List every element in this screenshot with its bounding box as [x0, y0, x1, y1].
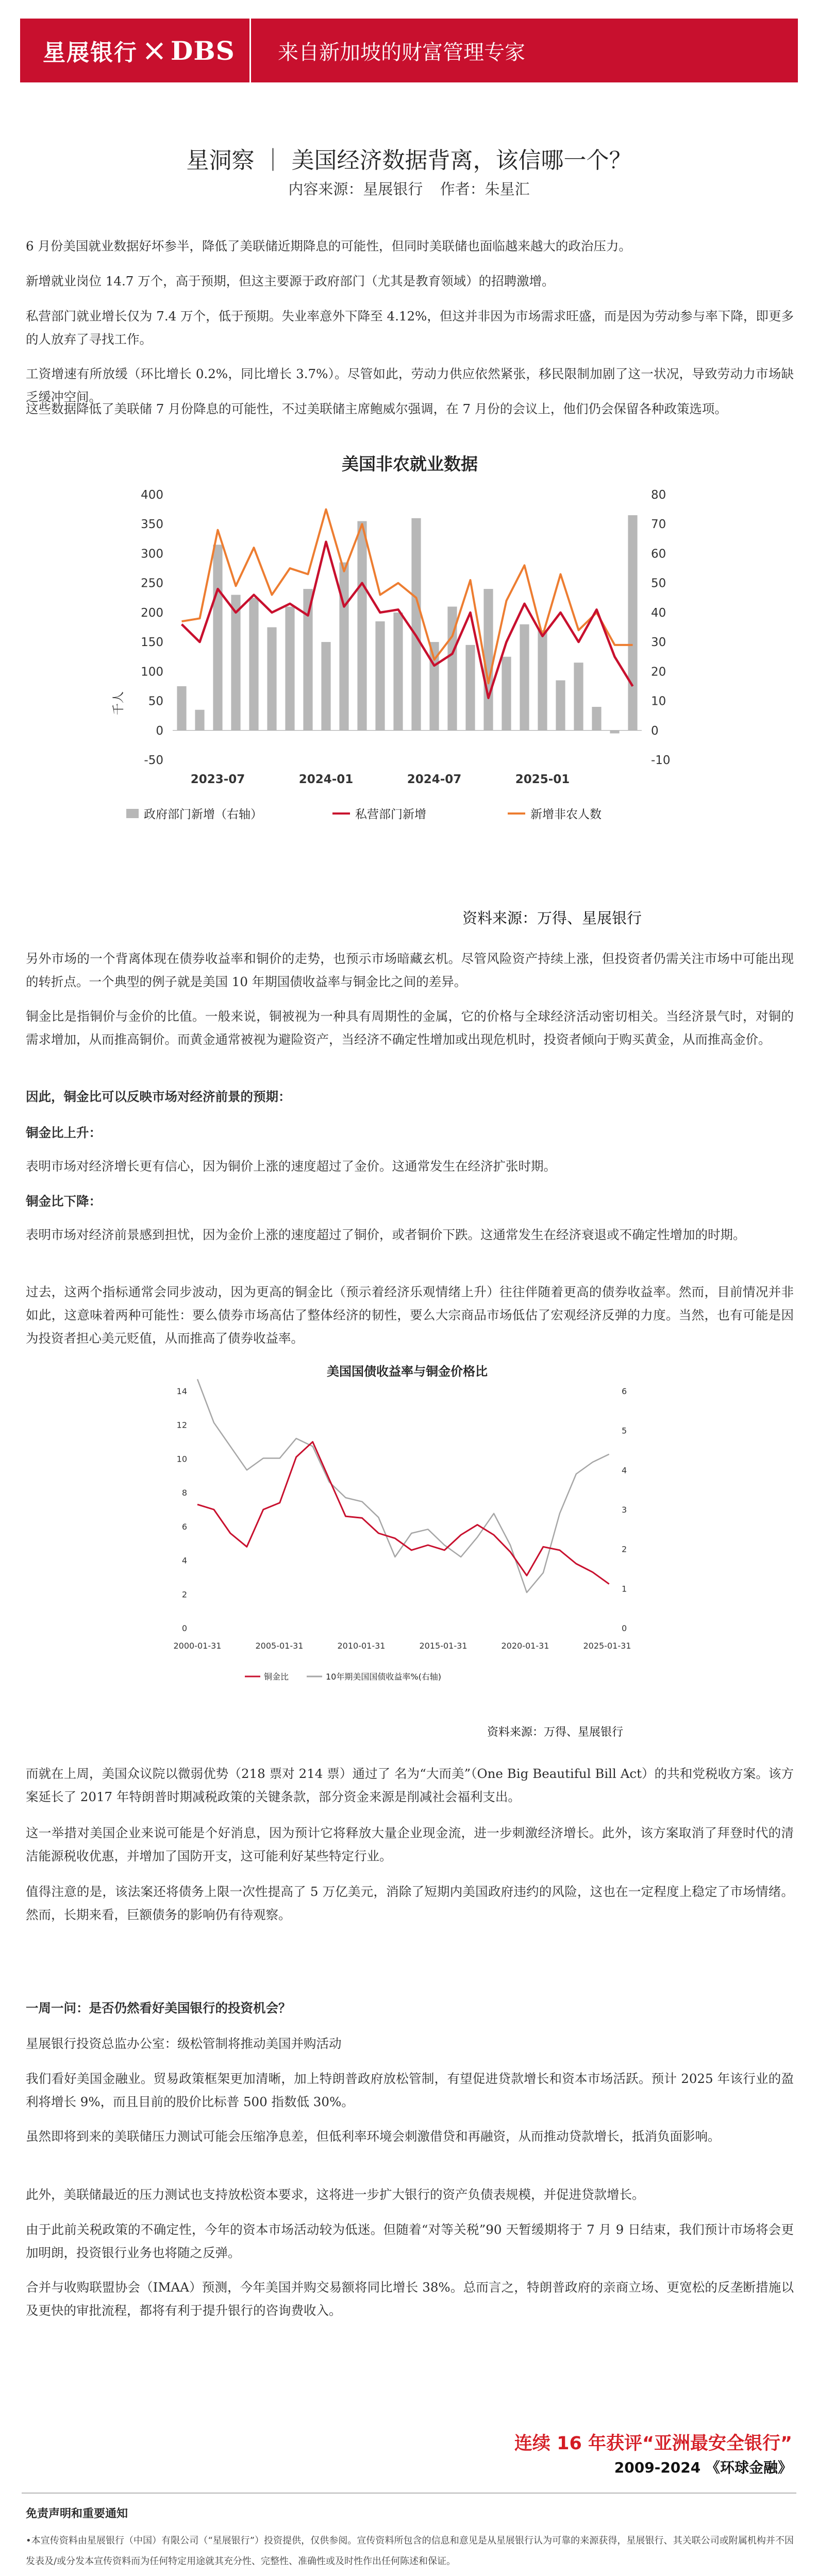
y-left-tick-label: 300: [141, 547, 163, 561]
y-left-tick-label: 6: [181, 1521, 187, 1532]
bar-government-jobs: [375, 621, 385, 731]
dbs-x-icon: [145, 41, 163, 60]
subheading: 铜金比下降：: [26, 1194, 102, 1209]
paragraph: 这些数据降低了美联储 7 月份降息的可能性，不过美联储主席鲍威尔强调，在 7 月份的会议上，他们仍会保留各种政策选项。: [26, 401, 727, 416]
nonfarm-payrolls-chart: [112, 448, 704, 891]
paragraph: 而就在上周，美国众议院以微弱优势（218 票对 214 票）通过了 名为“大而美”（One Big Beautiful Bill Act）的共和党税收方案。该方案延长了 2017 年特朗普时期减税政策的关键条款，部分资金来源是削减社会福利支出。: [26, 1766, 794, 1804]
svg-text:新增非农人数: 新增非农人数: [530, 808, 602, 821]
section-heading: 一周一问：是否仍然看好美国银行的投资机会？: [26, 2001, 291, 2015]
paragraph: 铜金比是指铜价与金价的比值。一般来说，铜被视为一种具有周期性的金属，它的价格与全球经济活动密切相关。当经济景气时，对铜的需求增加，从而推高铜价。而黄金通常被视为避险资产，当经济不确定性增加或出现危机时，投资者倾向于购买黄金，从而推高金价。: [26, 1009, 794, 1047]
y-left-tick-label: 350: [141, 518, 163, 532]
svg-text:铜金比: 铜金比: [264, 1672, 289, 1682]
logo-english-name: DBS: [171, 35, 235, 66]
y-left-tick-label: -50: [144, 754, 163, 767]
legend-10y-yield: [307, 1672, 441, 1682]
y-right-tick-label: 50: [651, 577, 666, 590]
y-left-tick-label: 50: [148, 694, 163, 708]
paragraph-lead: 因此，铜金比可以反映市场对经济前景的预期：: [26, 1089, 291, 1104]
y-right-tick-label: 6: [622, 1386, 627, 1396]
x-tick-label: 2024-07: [407, 773, 462, 786]
y-right-tick-label: 80: [651, 488, 666, 502]
paragraph: 工资增速有所放缓（环比增长 0.2%，同比增长 3.7%）。尽管如此，劳动力供应依然紧张，移民限制加剧了这一状况，导致劳动力市场缺乏缓冲空间。: [26, 366, 794, 404]
paragraph: 表明市场对经济前景感到担忧，因为金价上涨的速度超过了铜价，或者铜价下跌。这通常发生在经济衰退或不确定性增加的时期。: [26, 1227, 746, 1242]
bar-government-jobs: [628, 515, 637, 731]
award-source: 2009-2024 《环球金融》: [614, 2459, 792, 2476]
y-left-tick-label: 200: [141, 606, 163, 620]
bar-government-jobs: [267, 628, 276, 731]
paragraph: 我们看好美国金融业。贸易政策框架更加清晰，加上特朗普政府放松管制，有望促进贷款增长和资本市场活跃。预计 2025 年该行业的盈利将增长 9%，而且目前的股价比标普 500 指数低 30%。: [26, 2071, 794, 2109]
paragraph: 由于此前关税政策的不确定性，今年的资本市场活动较为低迷。但随着“对等关税”90 天暂缓期将于 7 月 9 日结束，我们预计市场将会更加明朗，投资银行业务也将随之反弹。: [26, 2222, 794, 2260]
x-tick-label: 2023-07: [190, 773, 245, 786]
paragraph: 合并与收购联盟协会（IMAA）预测，今年美国并购交易额将同比增长 38%。总而言之，特朗普政府的亲商立场、更宽松的反垄断措施以及更快的审批流程，都将有利于提升银行的咨询费收入。: [26, 2280, 794, 2318]
bar-government-jobs: [556, 681, 565, 731]
svg-text:10年期美国国债收益率%(右轴): 10年期美国国债收益率%(右轴): [326, 1672, 442, 1682]
y-left-tick-label: 2: [181, 1589, 187, 1600]
y-left-tick-label: 100: [141, 665, 163, 679]
tagline-block: [249, 19, 798, 82]
x-tick-label: 2005-01-31: [255, 1641, 304, 1651]
line-10y-yield: [197, 1379, 609, 1592]
legend-total: [508, 808, 602, 821]
y-right-tick-label: 0: [651, 724, 659, 738]
paragraph: 这一举措对美国企业来说可能是个好消息，因为预计它将释放大量企业现金流，进一步刺激经济增长。此外，该方案取消了拜登时代的清洁能源税收优惠，并增加了国防开支，这可能利好某些特定行业。: [26, 1825, 794, 1863]
bar-government-jobs: [502, 657, 511, 731]
y-right-tick-label: 40: [651, 606, 666, 620]
paragraph: 此外，美联储最近的压力测试也支持放松资本要求，这将进一步扩大银行的资产负债表规模，并促进贷款增长。: [26, 2187, 645, 2202]
bar-government-jobs: [339, 563, 348, 731]
paragraph: 另外市场的一个背离体现在债券收益率和铜价的走势，也预示市场暗藏玄机。尽管风险资产持续上涨，但投资者仍需关注市场中可能出现的转折点。一个典型的例子就是美国 10 年期国债收益率与铜金比之间的差异。: [26, 951, 794, 989]
paragraph: 值得注意的是，该法案还将债务上限一次性提高了 5 万亿美元，消除了短期内美国政府违约的风险，这也在一定程度上稳定了市场情绪。然而，长期来看，巨额债务的影响仍有待观察。: [26, 1884, 794, 1922]
subheading: 铜金比上升：: [26, 1125, 102, 1140]
tagline: 来自新加坡的财富管理专家: [278, 40, 525, 64]
author: 作者：朱星汇: [440, 180, 530, 198]
chart-source: 资料来源：万得、星展银行: [487, 1726, 624, 1739]
y-left-tick-label: 8: [181, 1488, 187, 1498]
bar-government-jobs: [249, 598, 258, 731]
bar-government-jobs: [411, 518, 421, 731]
x-tick-label: 2020-01-31: [501, 1641, 549, 1651]
disclaimer-item: •本宣传资料由星展银行（中国）有限公司（“星展银行”）投资提供，仅供参阅。宣传资料所包含的信息和意见是从星展银行认为可靠的来源获得，星展银行、其关联公司或附属机构并不因发表及/或分发本宣传资料而为任何特定用途就其充分性、完整性、准确性或及时性作出任何陈述和保证。: [26, 2535, 794, 2567]
y-right-tick-label: 4: [622, 1465, 627, 1476]
y-left-tick-label: 0: [181, 1623, 187, 1633]
legend-copper-gold: [245, 1672, 289, 1682]
y-left-tick-label: 4: [181, 1555, 187, 1566]
chart-source: 资料来源：万得、星展银行: [462, 909, 642, 927]
bar-government-jobs: [520, 624, 529, 731]
y-right-tick-label: 1: [622, 1584, 627, 1594]
bar-government-jobs: [465, 645, 475, 731]
y-right-tick-label: 0: [622, 1623, 627, 1633]
x-tick-label: 2000-01-31: [173, 1641, 222, 1651]
chart-title: 美国非农就业数据: [342, 454, 478, 474]
bar-government-jobs: [321, 642, 330, 731]
paragraph: 私营部门就业增长仅为 7.4 万个，低于预期。失业率意外下降至 4.12%，但这并非因为市场需求旺盛，而是因为劳动参与率下降，即更多的人放弃了寻找工作。: [26, 309, 794, 347]
y-left-tick-label: 14: [176, 1386, 187, 1396]
legend-private: [332, 808, 426, 821]
award-headline: 连续 16 年获评“亚洲最安全银行”: [514, 2433, 792, 2454]
bar-government-jobs: [592, 707, 601, 731]
bar-government-jobs: [285, 606, 294, 730]
y-right-tick-label: 3: [622, 1505, 627, 1515]
x-tick-label: 2024-01: [298, 773, 354, 786]
article-title: 星洞察 ｜ 美国经济数据背离，该信哪一个？: [186, 147, 632, 174]
x-tick-label: 2025-01: [515, 773, 570, 786]
y-left-tick-label: 10: [176, 1454, 187, 1464]
y-right-tick-label: 20: [651, 665, 666, 679]
y-right-tick-label: 10: [651, 694, 666, 708]
chart-title: 美国国债收益率与铜金价格比: [327, 1364, 488, 1379]
bar-government-jobs: [574, 663, 583, 731]
paragraph: 过去，这两个指标通常会同步波动，因为更高的铜金比（预示着经济乐观情绪上升）往往伴随着更高的债券收益率。然而，目前情况并非如此，这意味着两种可能性：要么债券市场高估了整体经济的韧性，要么大宗商品市场低估了宏观经济反弹的力度。当然，也有可能是因为投资者担心美元贬值，从而推高了债券收益率。: [26, 1284, 794, 1346]
y-right-tick-label: 60: [651, 547, 666, 561]
bar-government-jobs: [357, 521, 366, 731]
y-right-tick-label: 30: [651, 636, 666, 650]
paragraph: 表明市场对经济增长更有信心，因为铜价上涨的速度超过了金价。这通常发生在经济扩张时期。: [26, 1159, 556, 1174]
bar-government-jobs: [610, 731, 619, 734]
y-left-tick-label: 400: [141, 488, 163, 502]
bar-government-jobs: [231, 595, 240, 731]
paragraph: 虽然即将到来的美联储压力测试可能会压缩净息差，但低利率环境会刺激借贷和再融资，从而推动贷款增长，抵消负面影响。: [26, 2129, 721, 2144]
bar-government-jobs: [213, 545, 222, 731]
content-source: 内容来源：星展银行: [288, 180, 423, 198]
y-axis-label: 千人: [112, 691, 125, 715]
x-tick-label: 2025-01-31: [583, 1641, 631, 1651]
y-right-tick-label: -10: [651, 754, 671, 767]
bar-government-jobs: [393, 613, 403, 731]
x-tick-label: 2010-01-31: [337, 1641, 386, 1651]
page-header: [20, 19, 798, 82]
yield-copper-gold-chart: [160, 1360, 655, 1710]
svg-text:政府部门新增（右轴）: 政府部门新增（右轴）: [144, 808, 262, 821]
svg-text:私营部门新增: 私营部门新增: [355, 808, 426, 821]
dbs-logo: [43, 34, 235, 67]
paragraph: 6 月份美国就业数据好坏参半，降低了美联储近期降息的可能性，但同时美联储也面临越来越大的政治压力。: [26, 239, 631, 253]
divider: [22, 2493, 796, 2494]
legend-government: [126, 808, 262, 821]
bar-government-jobs: [177, 686, 186, 731]
bar-government-jobs: [303, 589, 312, 731]
bar-government-jobs: [195, 710, 204, 731]
y-left-tick-label: 250: [141, 577, 163, 590]
brand-block: [20, 19, 249, 82]
y-right-tick-label: 2: [622, 1544, 627, 1554]
article-meta: [0, 178, 818, 199]
logo-chinese-name: 星展银行: [43, 40, 138, 66]
y-left-tick-label: 0: [156, 724, 163, 738]
disclaimer-title: 免责声明和重要通知: [26, 2507, 128, 2520]
line-copper-gold: [197, 1442, 609, 1584]
x-tick-label: 2015-01-31: [419, 1641, 468, 1651]
y-right-tick-label: 5: [622, 1426, 627, 1436]
y-left-tick-label: 12: [176, 1420, 187, 1430]
paragraph: 新增就业岗位 14.7 万个，高于预期，但这主要源于政府部门（尤其是教育领域）的招聘激增。: [26, 274, 555, 289]
paragraph: 星展银行投资总监办公室：级松管制将推动美国并购活动: [26, 2036, 342, 2051]
bar-government-jobs: [538, 630, 547, 731]
y-right-tick-label: 70: [651, 518, 666, 532]
y-left-tick-label: 150: [141, 636, 163, 650]
